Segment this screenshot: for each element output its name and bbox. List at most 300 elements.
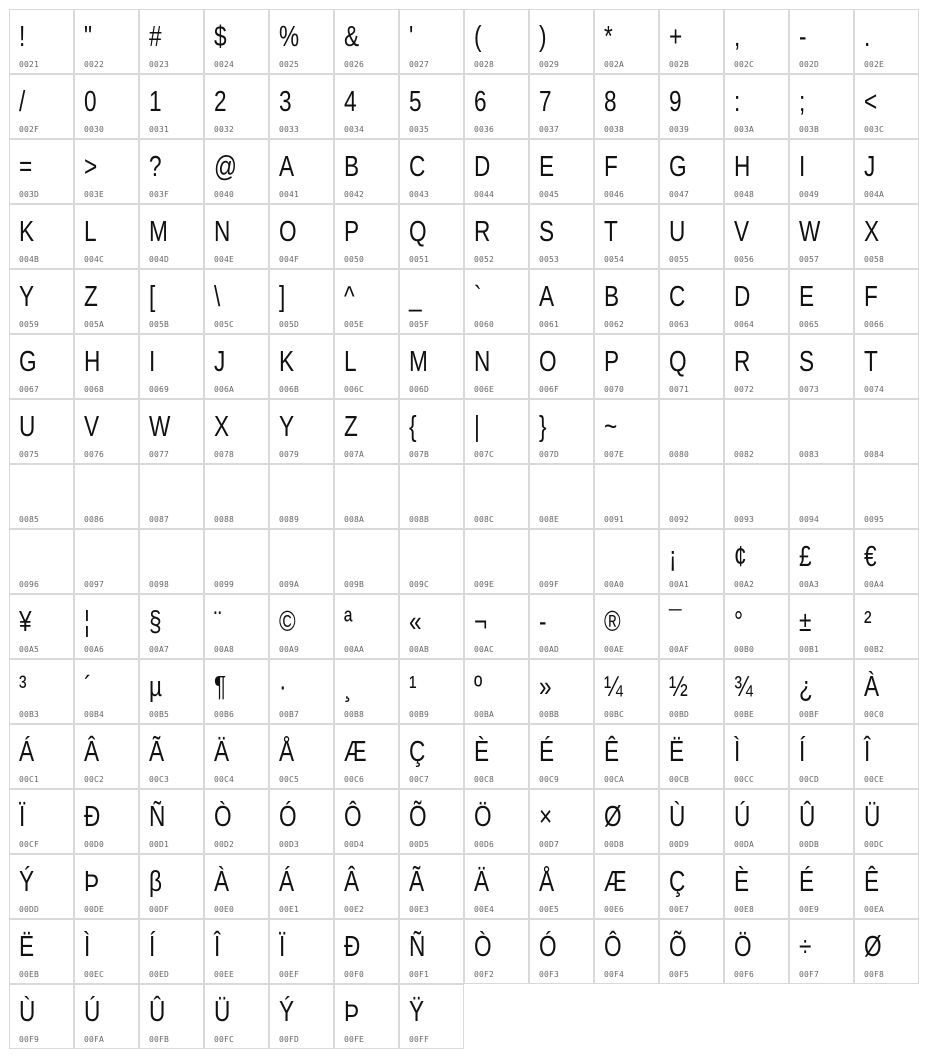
glyph-char: Ã: [409, 866, 425, 898]
glyph-code: 0080: [669, 450, 690, 459]
glyph-char: Î: [864, 736, 871, 768]
glyph-cell: [399, 919, 464, 984]
glyph-char: N: [474, 346, 491, 378]
glyph-code: 004C: [84, 255, 105, 264]
glyph-cell: [464, 334, 529, 399]
glyph-char: β: [149, 866, 163, 898]
glyph-char: U: [19, 411, 36, 443]
glyph-code: 00DC: [864, 840, 885, 849]
glyph-cell: [399, 139, 464, 204]
glyph-cell: [789, 594, 854, 659]
glyph-char: I: [149, 346, 156, 378]
glyph-cell: [854, 659, 919, 724]
glyph-cell: [854, 334, 919, 399]
glyph-cell: [529, 139, 594, 204]
glyph-code: 00EE: [214, 970, 235, 979]
glyph-code: 00B9: [409, 710, 430, 719]
glyph-char: ¢: [734, 541, 747, 573]
glyph-cell: [269, 724, 334, 789]
glyph-cell: [74, 204, 139, 269]
glyph-code: 00C4: [214, 775, 235, 784]
glyph-code: 00BF: [799, 710, 820, 719]
glyph-code: 00C5: [279, 775, 300, 784]
glyph-cell: [399, 594, 464, 659]
glyph-cell: [399, 854, 464, 919]
glyph-code: 00A2: [734, 580, 755, 589]
glyph-char: §: [149, 606, 162, 638]
glyph-cell: [9, 399, 74, 464]
glyph-char: R: [734, 346, 751, 378]
glyph-char: Û: [149, 996, 166, 1028]
glyph-cell: [74, 724, 139, 789]
glyph-char: Ù: [669, 801, 686, 833]
glyph-code: 00A9: [279, 645, 300, 654]
glyph-cell: [594, 854, 659, 919]
glyph-cell: [9, 204, 74, 269]
glyph-cell: [464, 399, 529, 464]
glyph-cell: [9, 919, 74, 984]
glyph-code: 00D8: [604, 840, 625, 849]
glyph-cell: [204, 919, 269, 984]
glyph-cell: [399, 789, 464, 854]
glyph-char: Ë: [669, 736, 685, 768]
glyph-cell: [74, 594, 139, 659]
glyph-char: V: [84, 411, 100, 443]
glyph-code: 00D0: [84, 840, 105, 849]
glyph-char: V: [734, 216, 750, 248]
glyph-code: 0025: [279, 60, 300, 69]
glyph-code: 0044: [474, 190, 495, 199]
glyph-code: 0055: [669, 255, 690, 264]
glyph-char: Ã: [149, 736, 165, 768]
glyph-char: Ý: [279, 996, 295, 1028]
glyph-cell: [334, 854, 399, 919]
glyph-char: ±: [799, 606, 812, 638]
glyph-char: I: [799, 151, 806, 183]
glyph-cell: [594, 594, 659, 659]
glyph-cell: [789, 529, 854, 594]
glyph-cell: [204, 529, 269, 594]
glyph-code: 00ED: [149, 970, 170, 979]
glyph-code: 0061: [539, 320, 560, 329]
glyph-char: 8: [604, 86, 617, 118]
glyph-cell: [269, 399, 334, 464]
glyph-code: 0033: [279, 125, 300, 134]
glyph-cell: [594, 529, 659, 594]
glyph-char: -: [539, 606, 547, 638]
glyph-code: 0032: [214, 125, 235, 134]
glyph-cell: [659, 789, 724, 854]
glyph-code: 0050: [344, 255, 365, 264]
glyph-char: °: [734, 606, 744, 638]
glyph-char: N: [214, 216, 231, 248]
glyph-code: 003F: [149, 190, 170, 199]
glyph-cell: [74, 399, 139, 464]
glyph-code: 0041: [279, 190, 300, 199]
glyph-code: 00E5: [539, 905, 560, 914]
glyph-cell: [399, 399, 464, 464]
glyph-cell: [724, 529, 789, 594]
glyph-code: 0089: [279, 515, 300, 524]
glyph-code: 0066: [864, 320, 885, 329]
glyph-code: 00B7: [279, 710, 300, 719]
glyph-cell: [74, 74, 139, 139]
glyph-cell: [659, 919, 724, 984]
glyph-cell: [9, 74, 74, 139]
glyph-code: 0077: [149, 450, 170, 459]
glyph-cell: [9, 594, 74, 659]
glyph-char: Ú: [734, 801, 751, 833]
glyph-code: 00E8: [734, 905, 755, 914]
glyph-cell: [659, 854, 724, 919]
glyph-code: 0022: [84, 60, 105, 69]
glyph-code: 00CE: [864, 775, 885, 784]
glyph-cell: [594, 204, 659, 269]
glyph-char: /: [19, 86, 26, 118]
glyph-code: 0057: [799, 255, 820, 264]
glyph-code: 00FE: [344, 1035, 365, 1044]
glyph-cell: [74, 139, 139, 204]
glyph-char: Í: [799, 736, 806, 768]
glyph-code: 0053: [539, 255, 560, 264]
glyph-code: 0079: [279, 450, 300, 459]
glyph-code: 0030: [84, 125, 105, 134]
glyph-code: 0035: [409, 125, 430, 134]
glyph-cell: [334, 334, 399, 399]
glyph-code: 00F0: [344, 970, 365, 979]
glyph-char: ¼: [604, 671, 623, 703]
glyph-code: 005F: [409, 320, 430, 329]
glyph-code: 0038: [604, 125, 625, 134]
glyph-code: 00AC: [474, 645, 495, 654]
glyph-cell: [464, 529, 529, 594]
glyph-code: 00EA: [864, 905, 885, 914]
glyph-char: Ö: [734, 931, 752, 963]
glyph-char: D: [474, 151, 491, 183]
glyph-cell: [724, 854, 789, 919]
glyph-code: 005E: [344, 320, 365, 329]
glyph-code: 00AF: [669, 645, 690, 654]
glyph-cell: [399, 74, 464, 139]
glyph-code: 00C1: [19, 775, 40, 784]
glyph-cell: [399, 724, 464, 789]
glyph-code: 00C2: [84, 775, 105, 784]
glyph-code: 0034: [344, 125, 365, 134]
glyph-code: 00F9: [19, 1035, 40, 1044]
glyph-char: ¾: [734, 671, 753, 703]
glyph-cell: [399, 334, 464, 399]
glyph-char: !: [19, 21, 26, 53]
glyph-code: 00AA: [344, 645, 365, 654]
glyph-code: 0092: [669, 515, 690, 524]
glyph-char: ;: [799, 86, 806, 118]
glyph-code: 0083: [799, 450, 820, 459]
glyph-code: 00DA: [734, 840, 755, 849]
glyph-code: 0037: [539, 125, 560, 134]
glyph-char: ³: [19, 671, 27, 703]
glyph-code: 006F: [539, 385, 560, 394]
glyph-char: À: [864, 671, 880, 703]
glyph-char: W: [799, 216, 821, 248]
glyph-code: 0049: [799, 190, 820, 199]
glyph-cell: [659, 9, 724, 74]
glyph-code: 0073: [799, 385, 820, 394]
glyph-char: Æ: [604, 866, 627, 898]
glyph-code: 0047: [669, 190, 690, 199]
glyph-cell: [334, 9, 399, 74]
glyph-char: =: [19, 151, 33, 183]
glyph-code: 0068: [84, 385, 105, 394]
glyph-char: L: [344, 346, 357, 378]
glyph-cell: [724, 724, 789, 789]
glyph-char: ¶: [214, 671, 227, 703]
glyph-cell: [204, 139, 269, 204]
glyph-cell: [464, 464, 529, 529]
glyph-cell: [789, 204, 854, 269]
glyph-code: 005A: [84, 320, 105, 329]
glyph-cell: [269, 334, 334, 399]
glyph-cell: [204, 789, 269, 854]
glyph-code: 00A7: [149, 645, 170, 654]
glyph-char: Ò: [214, 801, 232, 833]
glyph-char: ¸: [344, 671, 352, 703]
glyph-char: D: [734, 281, 751, 313]
glyph-char: €: [864, 541, 877, 573]
glyph-cell: [139, 334, 204, 399]
glyph-code: 0029: [539, 60, 560, 69]
glyph-code: 00F5: [669, 970, 690, 979]
glyph-cell: [529, 399, 594, 464]
glyph-cell: [334, 269, 399, 334]
glyph-cell: [529, 9, 594, 74]
glyph-cell: [464, 854, 529, 919]
glyph-code: 00D5: [409, 840, 430, 849]
glyph-char: Ê: [864, 866, 880, 898]
glyph-code: 0086: [84, 515, 105, 524]
glyph-char: µ: [149, 671, 163, 703]
glyph-cell: [789, 269, 854, 334]
glyph-char: ¨: [214, 606, 222, 638]
glyph-char: Â: [84, 736, 100, 768]
glyph-cell: [594, 659, 659, 724]
glyph-code: 0096: [19, 580, 40, 589]
glyph-cell: [204, 659, 269, 724]
glyph-code: 00E9: [799, 905, 820, 914]
glyph-code: 0023: [149, 60, 170, 69]
glyph-code: 0087: [149, 515, 170, 524]
glyph-cell: [854, 919, 919, 984]
glyph-grid: [9, 9, 919, 1049]
glyph-char: Ê: [604, 736, 620, 768]
glyph-cell: [74, 919, 139, 984]
glyph-cell: [529, 854, 594, 919]
glyph-code: 00CB: [669, 775, 690, 784]
glyph-code: 0095: [864, 515, 885, 524]
glyph-char: P: [344, 216, 360, 248]
glyph-cell: [139, 789, 204, 854]
glyph-cell: [464, 139, 529, 204]
glyph-cell: [464, 724, 529, 789]
glyph-code: 002C: [734, 60, 755, 69]
glyph-cell: [204, 984, 269, 1049]
glyph-cell: [204, 464, 269, 529]
glyph-cell: [74, 529, 139, 594]
glyph-code: 00B5: [149, 710, 170, 719]
glyph-code: 00E0: [214, 905, 235, 914]
glyph-char: Ö: [474, 801, 492, 833]
glyph-cell: [204, 594, 269, 659]
glyph-code: 00A8: [214, 645, 235, 654]
glyph-char: 4: [344, 86, 357, 118]
glyph-cell: [529, 659, 594, 724]
glyph-code: 0074: [864, 385, 885, 394]
glyph-code: 0064: [734, 320, 755, 329]
glyph-char: Õ: [669, 931, 687, 963]
glyph-cell: [854, 464, 919, 529]
glyph-code: 00B0: [734, 645, 755, 654]
glyph-char: S: [799, 346, 815, 378]
glyph-char: ®: [604, 606, 621, 638]
glyph-code: 00F6: [734, 970, 755, 979]
glyph-char: B: [344, 151, 360, 183]
glyph-code: 00D4: [344, 840, 365, 849]
glyph-char: M: [409, 346, 428, 378]
glyph-char: Đ: [84, 801, 101, 833]
glyph-char: C: [669, 281, 686, 313]
glyph-cell: [334, 529, 399, 594]
glyph-cell: [529, 529, 594, 594]
glyph-cell: [724, 399, 789, 464]
glyph-char: ¬: [474, 606, 488, 638]
glyph-code: 009A: [279, 580, 300, 589]
glyph-code: 00D2: [214, 840, 235, 849]
glyph-cell: [399, 204, 464, 269]
glyph-cell: [594, 269, 659, 334]
glyph-code: 007E: [604, 450, 625, 459]
glyph-cell: [854, 139, 919, 204]
glyph-char: ^: [344, 281, 355, 313]
glyph-cell: [659, 594, 724, 659]
glyph-code: 00F3: [539, 970, 560, 979]
glyph-code: 0065: [799, 320, 820, 329]
glyph-cell: [529, 789, 594, 854]
glyph-char: A: [279, 151, 295, 183]
glyph-code: 00B1: [799, 645, 820, 654]
glyph-char: R: [474, 216, 491, 248]
glyph-cell: [139, 854, 204, 919]
glyph-char: Ò: [474, 931, 492, 963]
glyph-code: 0021: [19, 60, 40, 69]
glyph-cell: [529, 919, 594, 984]
glyph-code: 0076: [84, 450, 105, 459]
glyph-code: 00AD: [539, 645, 560, 654]
glyph-char: È: [474, 736, 490, 768]
glyph-code: 0097: [84, 580, 105, 589]
glyph-code: 0056: [734, 255, 755, 264]
glyph-code: 00D6: [474, 840, 495, 849]
glyph-char: Ý: [19, 866, 35, 898]
glyph-cell: [269, 854, 334, 919]
glyph-code: 00E3: [409, 905, 430, 914]
glyph-char: H: [84, 346, 101, 378]
glyph-char: É: [799, 866, 815, 898]
glyph-char: Ô: [344, 801, 362, 833]
glyph-char: 2: [214, 86, 227, 118]
glyph-char: 0: [84, 86, 97, 118]
glyph-code: 0070: [604, 385, 625, 394]
glyph-cell: [334, 74, 399, 139]
glyph-char: %: [279, 21, 300, 53]
glyph-code: 0069: [149, 385, 170, 394]
glyph-cell: [139, 269, 204, 334]
glyph-char: H: [734, 151, 751, 183]
glyph-code: 00B3: [19, 710, 40, 719]
glyph-char: Á: [19, 736, 35, 768]
glyph-code: 0027: [409, 60, 430, 69]
glyph-cell: [269, 659, 334, 724]
glyph-char: È: [734, 866, 750, 898]
glyph-cell: [464, 204, 529, 269]
glyph-cell: [659, 464, 724, 529]
glyph-code: 0085: [19, 515, 40, 524]
glyph-char: C: [409, 151, 426, 183]
glyph-cell: [724, 789, 789, 854]
glyph-code: 00EB: [19, 970, 40, 979]
glyph-code: 004E: [214, 255, 235, 264]
glyph-code: 0099: [214, 580, 235, 589]
glyph-code: 0067: [19, 385, 40, 394]
glyph-cell: [464, 919, 529, 984]
glyph-code: 008B: [409, 515, 430, 524]
glyph-cell: [529, 74, 594, 139]
glyph-cell: [139, 74, 204, 139]
glyph-code: 00B8: [344, 710, 365, 719]
glyph-char: Ï: [19, 801, 26, 833]
glyph-char: Ñ: [409, 931, 426, 963]
glyph-code: 00C3: [149, 775, 170, 784]
glyph-code: 00FC: [214, 1035, 235, 1044]
glyph-code: 003E: [84, 190, 105, 199]
glyph-char: F: [864, 281, 878, 313]
glyph-code: 005B: [149, 320, 170, 329]
glyph-cell: [9, 984, 74, 1049]
glyph-code: 00D1: [149, 840, 170, 849]
glyph-cell: [204, 9, 269, 74]
glyph-cell: [659, 399, 724, 464]
glyph-cell: [529, 269, 594, 334]
glyph-cell: [9, 789, 74, 854]
glyph-cell: [399, 464, 464, 529]
glyph-char: ¹: [409, 671, 417, 703]
glyph-cell: [204, 399, 269, 464]
glyph-cell: [9, 334, 74, 399]
glyph-cell: [334, 919, 399, 984]
glyph-cell: [594, 74, 659, 139]
glyph-cell: [269, 984, 334, 1049]
glyph-char: _: [409, 281, 422, 313]
glyph-cell: [334, 984, 399, 1049]
glyph-code: 00D7: [539, 840, 560, 849]
glyph-char: ¡: [669, 541, 677, 573]
glyph-char: U: [669, 216, 686, 248]
glyph-cell: [269, 9, 334, 74]
glyph-code: 00B4: [84, 710, 105, 719]
glyph-code: 00CF: [19, 840, 40, 849]
glyph-char: <: [864, 86, 878, 118]
glyph-cell: [269, 594, 334, 659]
glyph-code: 008C: [474, 515, 495, 524]
glyph-code: 00A3: [799, 580, 820, 589]
